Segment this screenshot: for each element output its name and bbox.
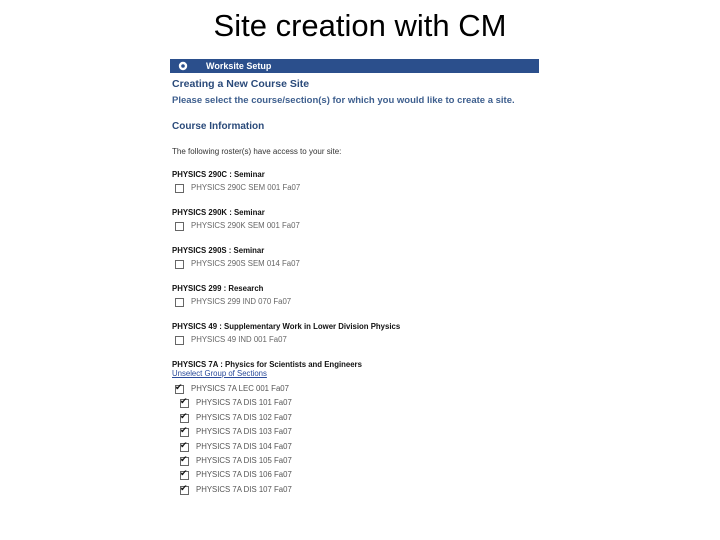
section-label: PHYSICS 7A DIS 101 Fa07 [196,398,292,408]
section-checkbox[interactable] [175,260,184,269]
section-label: PHYSICS 290K SEM 001 Fa07 [191,221,300,230]
section-label: PHYSICS 7A DIS 106 Fa07 [196,470,292,480]
section-label: PHYSICS 7A LEC 001 Fa07 [191,384,289,393]
check-mark-icon: ✔ [180,410,188,421]
worksite-setup-bar [170,59,539,73]
section-checkbox[interactable] [180,439,189,452]
section-checkbox[interactable] [175,298,184,307]
worksite-icon [178,61,188,71]
section-label: PHYSICS 290S SEM 014 Fa07 [191,259,300,268]
section-label: PHYSICS 7A DIS 107 Fa07 [196,484,292,494]
check-mark-icon: ✔ [180,454,188,464]
section-checkbox[interactable] [175,382,184,394]
section-checkbox[interactable] [180,396,189,408]
course-site-screenshot [170,59,540,499]
course-title: PHYSICS 290S : Seminar [172,246,265,255]
unselect-group-link[interactable]: Unselect Group of Sections [172,369,267,378]
course-title: PHYSICS 49 : Supplementary Work in Lower Division Physics [172,322,401,331]
section-checkbox[interactable] [175,184,184,193]
worksite-setup-label: Worksite Setup [206,61,272,71]
slide-title: Site creation with CM [213,8,507,43]
section-label: PHYSICS 7A DIS 104 Fa07 [196,441,292,451]
section-label: PHYSICS 49 IND 001 Fa07 [191,335,287,344]
section-checkbox[interactable] [180,482,189,495]
section-checkbox[interactable] [175,336,184,345]
course-title: PHYSICS 7A : Physics for Scientists and Engineers [172,360,362,369]
section-label: PHYSICS 299 IND 070 Fa07 [191,297,292,306]
page-heading: Creating a New Course Site [172,78,310,90]
check-mark-icon: ✔ [180,482,188,493]
section-checkbox[interactable] [180,468,189,480]
section-checkbox[interactable] [180,410,189,423]
course-title: PHYSICS 299 : Research [172,284,264,293]
check-mark-icon: ✔ [180,468,188,479]
check-mark-icon: ✔ [180,425,188,436]
section-label: PHYSICS 290C SEM 001 Fa07 [191,183,301,192]
course-information-heading: Course Information [172,121,265,132]
section-label: PHYSICS 7A DIS 103 Fa07 [196,427,292,437]
instructions-text: Please select the course/section(s) for which you would like to create a site. [172,95,515,106]
section-label: PHYSICS 7A DIS 102 Fa07 [196,412,292,422]
check-mark-icon: ✔ [180,439,188,450]
section-checkbox[interactable] [180,425,189,437]
section-checkbox[interactable] [175,222,184,231]
roster-note: The following roster(s) have access to your site: [172,147,342,156]
section-label: PHYSICS 7A DIS 105 Fa07 [196,456,292,465]
course-title: PHYSICS 290C : Seminar [172,170,265,179]
course-title: PHYSICS 290K : Seminar [172,208,265,217]
section-checkbox[interactable] [180,454,189,466]
check-mark-icon: ✔ [175,382,183,392]
check-mark-icon: ✔ [180,396,188,407]
